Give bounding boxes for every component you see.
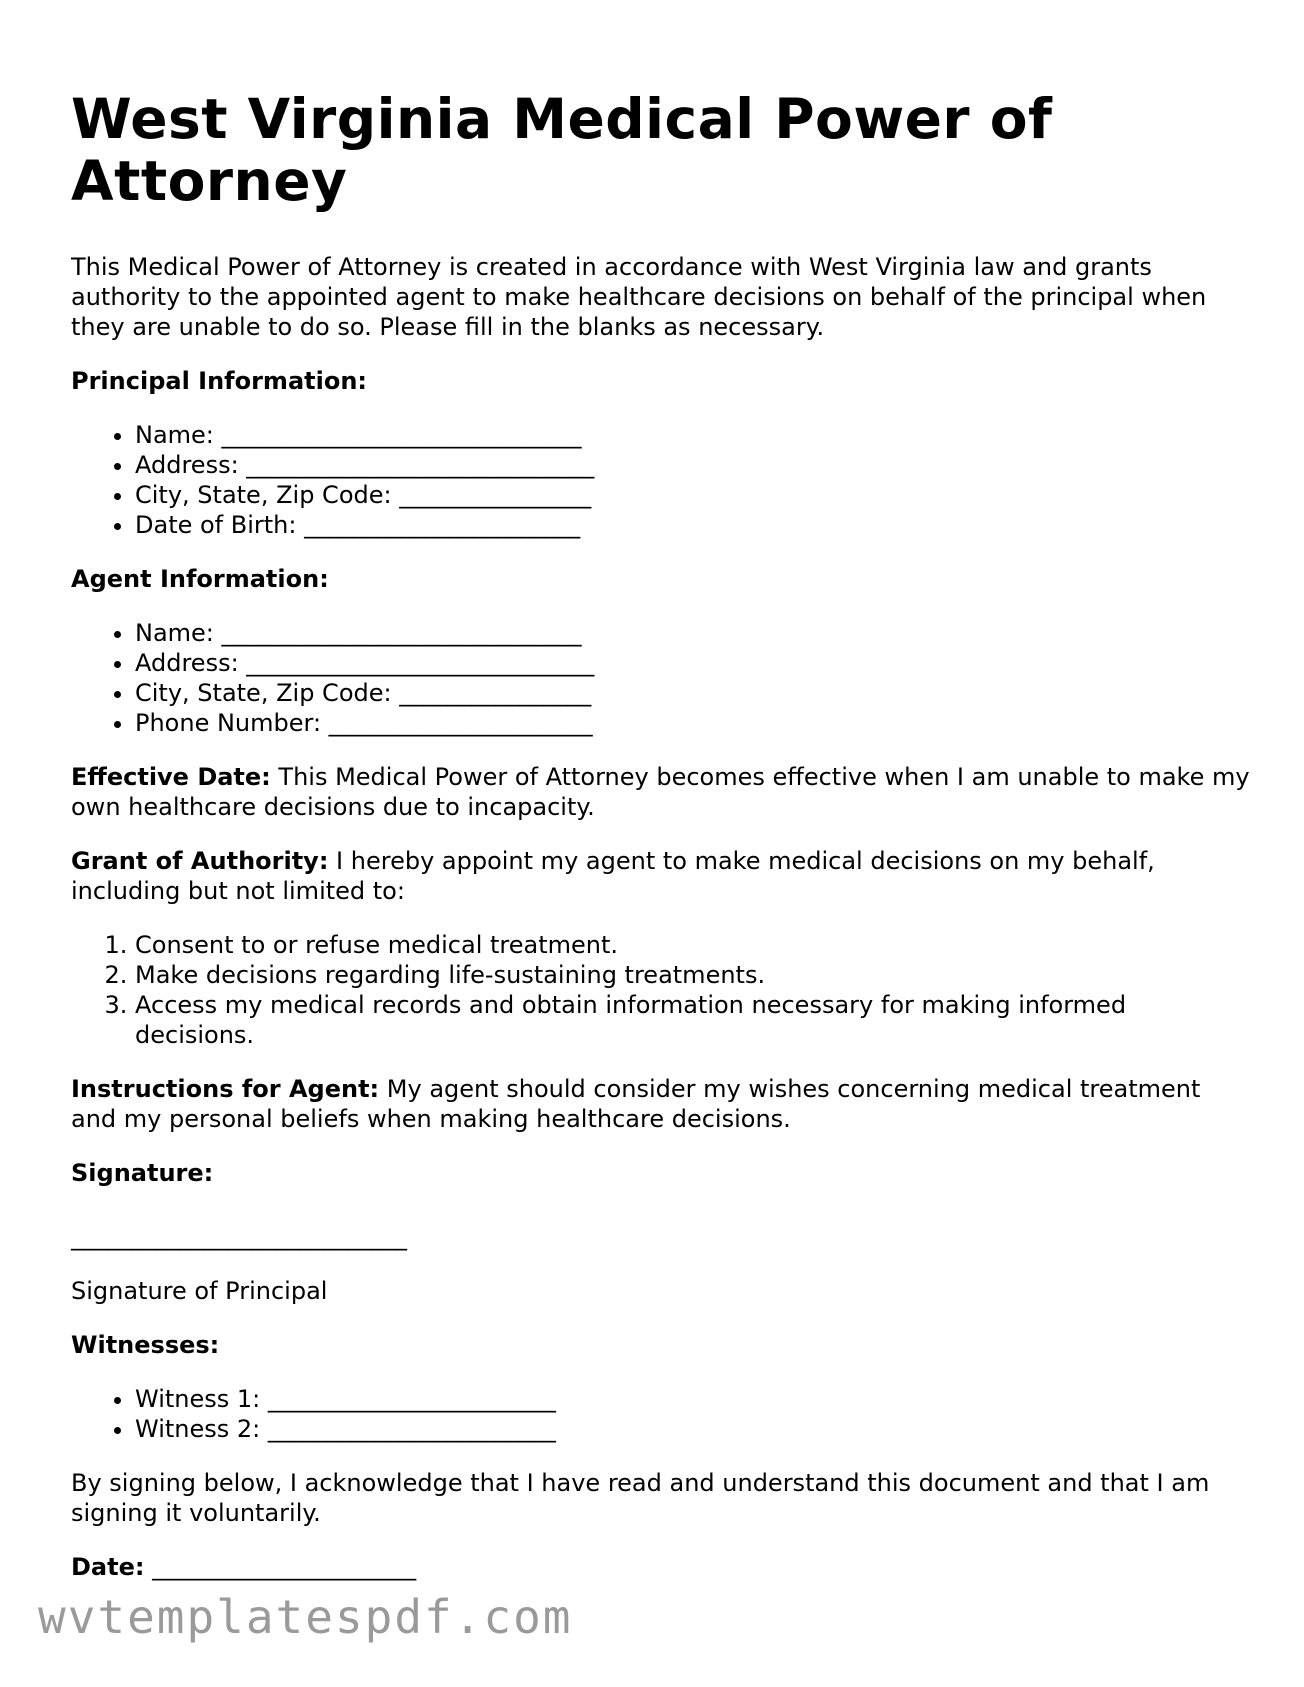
agent-address-field: • Address: _____________________________ <box>135 648 1251 678</box>
grant-label: Grant of Authority: <box>71 847 329 875</box>
principal-name-field: • Name: ______________________________ <box>135 420 1251 450</box>
instructions-paragraph <box>71 1074 1251 1134</box>
agent-phone-field: • Phone Number: ______________________ <box>135 708 1251 738</box>
witnesses-heading: Witnesses: <box>71 1331 220 1359</box>
witness-1-field: • Witness 1: ________________________ <box>135 1384 1251 1414</box>
principal-dob-field: • Date of Birth: _______________________ <box>135 510 1251 540</box>
date-blank: ______________________ <box>144 1553 417 1581</box>
grant-item: 3. Access my medical records and obtain information necessary for making informed decisions. <box>135 990 1251 1050</box>
intro-paragraph: This Medical Power of Attorney is created in accordance with West Virginia law and grants authority to the appointed agent to make healthcare decisions on behalf of the principal when they are unable to do so. Please fill in the blanks as necessary. <box>71 253 1207 341</box>
effective-date-label: Effective Date: <box>71 763 271 791</box>
witness-2-field: • Witness 2: ________________________ <box>135 1414 1251 1444</box>
date-label: Date: <box>71 1553 145 1581</box>
principal-fields <box>71 420 1251 540</box>
agent-name-field: • Name: ______________________________ <box>135 618 1251 648</box>
agent-city-field: • City, State, Zip Code: ________________ <box>135 678 1251 708</box>
grant-text: I hereby appoint my agent to make medical decisions on my behalf, including but not limited to: <box>71 847 1155 905</box>
grant-paragraph <box>71 846 1251 906</box>
agent-heading: Agent Information: <box>71 565 329 593</box>
document-title: West Virginia Medical Power of Attorney <box>71 87 1053 213</box>
grant-item: 2. Make decisions regarding life-sustaining treatments. <box>135 960 1251 990</box>
signature-line: ____________________________ <box>71 1223 407 1251</box>
agent-fields <box>71 618 1251 738</box>
principal-city-field: • City, State, Zip Code: ________________ <box>135 480 1251 510</box>
principal-heading: Principal Information: <box>71 367 368 395</box>
instructions-label: Instructions for Agent: <box>71 1075 380 1103</box>
date-line <box>71 1552 1251 1582</box>
document-page <box>71 88 1251 1582</box>
watermark: wvtemplatespdf.com <box>38 1590 573 1644</box>
grant-item: 1. Consent to or refuse medical treatment. <box>135 930 1251 960</box>
acknowledgement-paragraph: By signing below, I acknowledge that I have read and understand this document and that I am signing it voluntarily. <box>71 1469 1210 1527</box>
signature-heading: Signature: <box>71 1159 214 1187</box>
grant-list <box>71 930 1251 1050</box>
effective-date-paragraph <box>71 762 1251 822</box>
signature-label: Signature of Principal <box>71 1277 328 1305</box>
effective-date-text: This Medical Power of Attorney becomes effective when I am unable to make my own healthcare decisions due to incapacity. <box>71 763 1250 821</box>
witness-fields <box>71 1384 1251 1444</box>
principal-address-field: • Address: _____________________________ <box>135 450 1251 480</box>
instructions-text: My agent should consider my wishes concerning medical treatment and my personal beliefs when making healthcare decisions. <box>71 1075 1201 1133</box>
